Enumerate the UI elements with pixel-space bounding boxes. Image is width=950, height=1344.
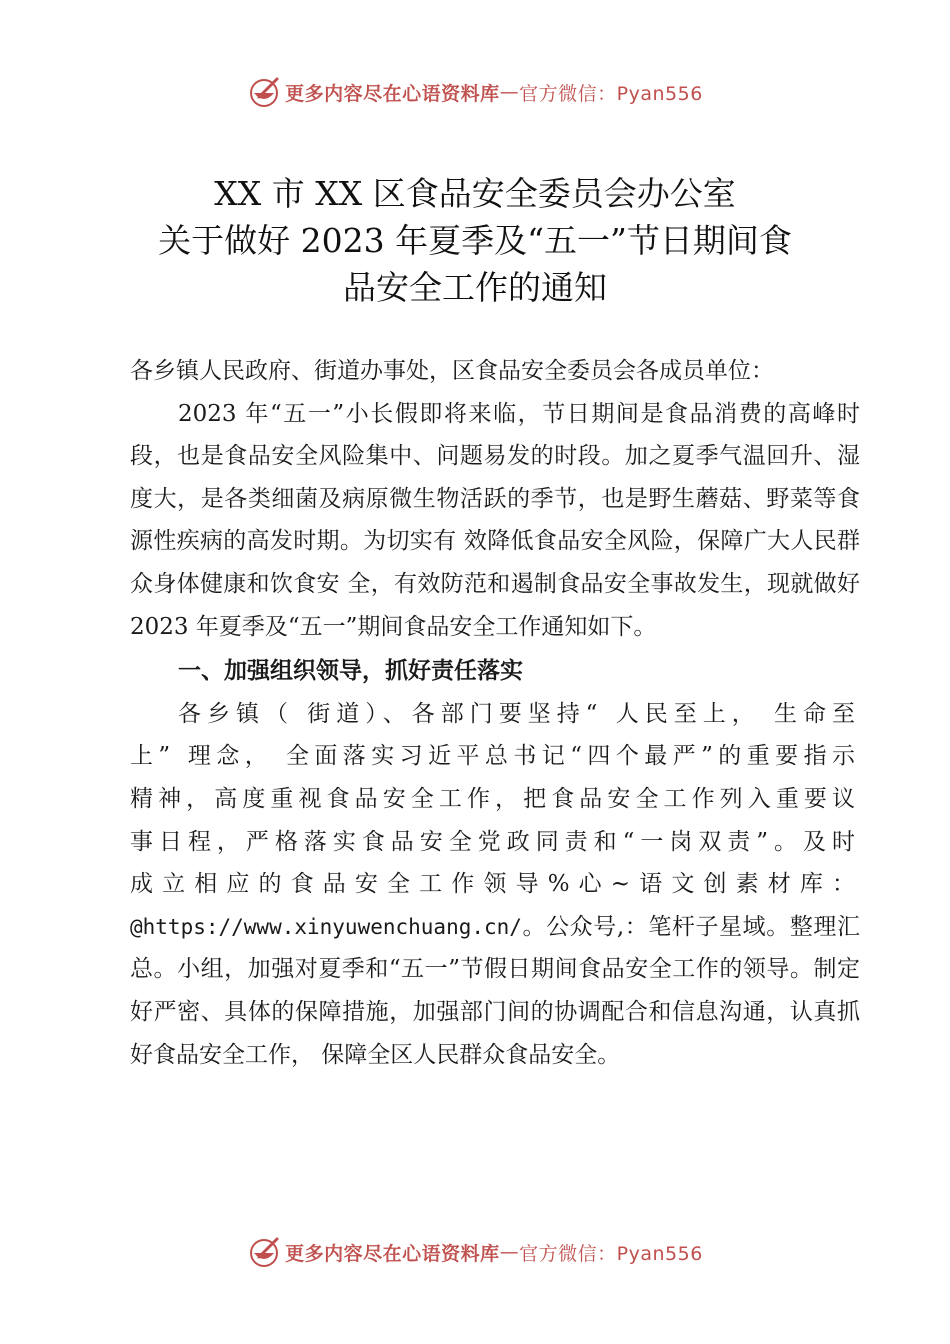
section-1-text-d: 小组，加强对夏季和“五一”节假日期间食品安全工作的领导。制定好严密、具体的保障措施，加强部门间的协调配合和信息沟通，认真抓好食品安全工作， 保障全区人民群众食品安全。 <box>130 956 860 1068</box>
banner-separator: — <box>499 1241 520 1263</box>
document-body <box>130 350 860 1076</box>
banner-brand-text: 更多内容尽在心语资料库 <box>285 82 500 105</box>
banner-wechat-text: 官方微信：Pyan556 <box>519 82 703 105</box>
section-1-text-c: 。公众号,：笔杆子星域。整理汇总。 <box>130 913 860 983</box>
intro-paragraph: 2023 年“五一”小长假即将来临，节日期间是食品消费的高峰时段，也是食品安全风险集中、问题易发的时段。加之夏季气温回升、湿度大，是各类细菌及病原微生物活跃的季节，也是野生蘑菇、野菜等食源性疾病的高发时期。为切实有 效降低食品安全风险，保障广大人民群众身体健康和饮食安 全，有效防范和遏制食品安全事故发生，现就做好 2023 年夏季及“五一”期间食品安全工作通知如下。 <box>130 400 860 640</box>
mortar-pestle-logo-icon <box>247 1235 281 1269</box>
banner-wechat-text: 官方微信：Pyan556 <box>519 1242 703 1265</box>
footer-banner <box>0 1232 950 1272</box>
section-1-paragraph <box>130 693 860 1076</box>
banner-separator: — <box>499 81 520 103</box>
section-1-url: @https://www.xinyuwenchuang.cn/ <box>130 914 522 939</box>
header-banner <box>0 72 950 112</box>
section-1-text-b: 相应的食品安全工作领导%心~语文创素材库： <box>194 871 860 898</box>
mortar-pestle-logo-icon <box>247 75 281 109</box>
section-1-heading: 一、加强组织领导，抓好责任落实 <box>178 658 523 685</box>
salutation: 各乡镇人民政府、街道办事处，区食品安全委员会各成员单位： <box>130 358 774 384</box>
title-line-1: XX 市 XX 区食品安全委员会办公室 <box>214 174 736 213</box>
banner-brand-text: 更多内容尽在心语资料库 <box>285 1242 500 1265</box>
document-title <box>0 170 950 311</box>
section-1-text-a: 各乡镇（ 街道）、各部门要坚持“ 人民至上， 生命至上” 理念， 全面落实习近平总书记“四个最严”的重要指示精神，高度重视食品安全工作，把食品安全工作列入重要议事日程，严格落实食品安全党政同责和“一岗双责”。及时成立 <box>130 700 860 898</box>
title-line-3: 品安全工作的通知 <box>343 268 607 307</box>
title-line-2: 关于做好 2023 年夏季及“五一”节日期间食 <box>158 221 792 260</box>
